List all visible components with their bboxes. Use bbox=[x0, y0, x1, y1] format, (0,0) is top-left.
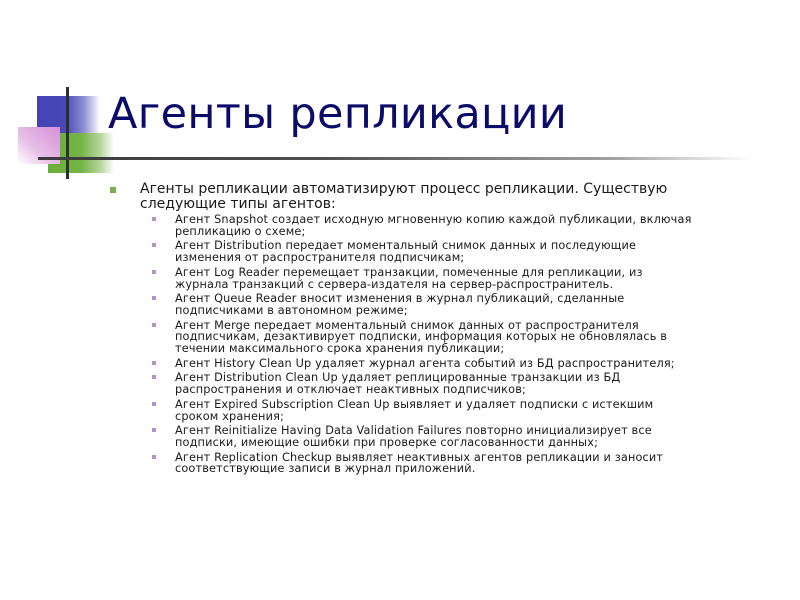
agent-text: Агент Replication Checkup выявляет неактивных агентов репликации и заносит bbox=[175, 450, 664, 464]
agent-text: журнала транзакций с сервера-издателя на сервер-распространитель. bbox=[175, 277, 614, 291]
square-bullet-icon bbox=[152, 402, 156, 406]
agent-text: течении максимального срока хранения публикации; bbox=[175, 342, 505, 356]
agent-text: Агент Distribution Clean Up удаляет реплицированные транзакции из БД bbox=[175, 371, 621, 385]
agent-item-expired-subscription-clean-up bbox=[108, 399, 788, 422]
square-bullet-icon bbox=[152, 455, 156, 459]
decorative-vertical-line bbox=[66, 87, 69, 179]
agent-text: подписчикам, дезактивирует подписки, информация которых не обновлялась в bbox=[175, 330, 668, 344]
agent-text: подписчиками в автономном режиме; bbox=[175, 303, 408, 317]
square-bullet-icon bbox=[152, 217, 156, 221]
square-bullet-icon bbox=[110, 187, 116, 193]
agent-text: изменения от распространителя подписчикам; bbox=[175, 251, 465, 265]
agent-item-merge bbox=[108, 320, 788, 355]
agent-text: распространения и отключает неактивных подписчиков; bbox=[175, 383, 526, 397]
agent-item-distribution-clean-up bbox=[108, 372, 788, 395]
agent-text: Агент Queue Reader вносит изменения в журнал публикаций, сделанные bbox=[175, 292, 625, 306]
slide-body bbox=[108, 182, 788, 478]
agent-text: Агент Reinitialize Having Data Validation Failures повторно инициализирует все bbox=[175, 424, 652, 438]
square-bullet-icon bbox=[152, 375, 156, 379]
agent-item-queue-reader bbox=[108, 293, 788, 316]
agent-list bbox=[108, 214, 788, 475]
agent-text: Агент Merge передает моментальный снимок данных от распространителя bbox=[175, 318, 639, 332]
square-bullet-icon bbox=[152, 243, 156, 247]
agent-text: Агент Expired Subscription Clean Up выявляет и удаляет подписки с истекшим bbox=[175, 397, 654, 411]
agent-text: Агент Log Reader перемещает транзакции, помеченные для репликации, из bbox=[175, 265, 643, 279]
intro-line: Агенты репликации автоматизируют процесс репликации. Существую bbox=[140, 181, 668, 197]
square-bullet-icon bbox=[152, 428, 156, 432]
intro-bullet bbox=[108, 182, 788, 211]
agent-item-snapshot bbox=[108, 214, 788, 237]
slide-title: Агенты репликации bbox=[108, 89, 568, 139]
agent-text: Агент Snapshot создает исходную мгновенную копию каждой публикации, включая bbox=[175, 213, 692, 226]
square-bullet-icon bbox=[152, 323, 156, 327]
agent-text: сроком хранения; bbox=[175, 409, 284, 423]
agent-item-distribution bbox=[108, 240, 788, 263]
title-underline bbox=[38, 157, 753, 160]
agent-text: Агент Distribution передает моментальный снимок данных и последующие bbox=[175, 239, 637, 253]
agent-item-replication-checkup bbox=[108, 452, 788, 475]
agent-item-history-clean-up bbox=[108, 358, 788, 370]
square-bullet-icon bbox=[152, 296, 156, 300]
agent-text: репликацию о схеме; bbox=[175, 224, 306, 238]
agent-item-log-reader bbox=[108, 267, 788, 290]
square-bullet-icon bbox=[152, 270, 156, 274]
agent-text: соответствующие записи в журнал приложений. bbox=[175, 462, 476, 476]
square-bullet-icon bbox=[152, 361, 156, 365]
agent-text: подписки, имеющие ошибки при проверке согласованности данных; bbox=[175, 435, 599, 449]
agent-item-reinitialize bbox=[108, 425, 788, 448]
agent-text: Агент History Clean Up удаляет журнал агента событий из БД распространителя; bbox=[175, 356, 675, 370]
intro-line: следующие типы агентов: bbox=[140, 195, 336, 212]
